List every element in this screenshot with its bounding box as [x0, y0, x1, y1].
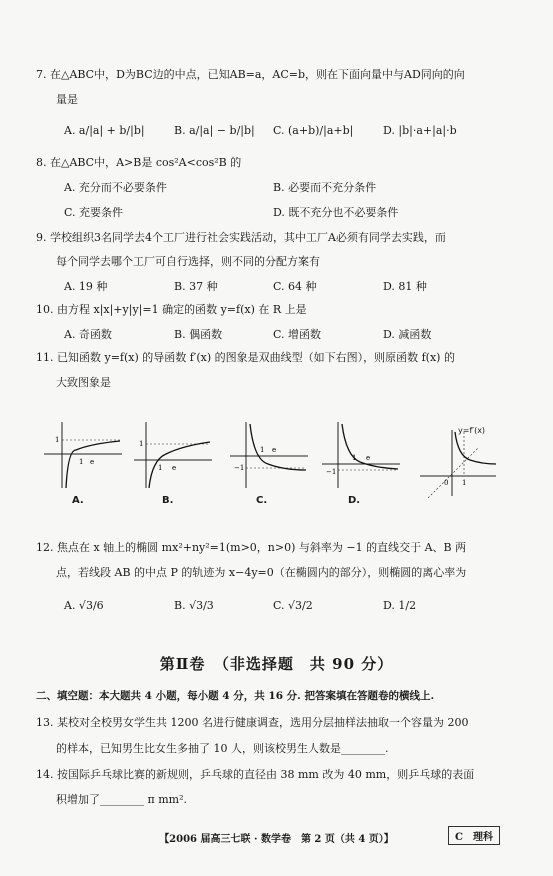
q12-option-d: D. 1/2 [383, 599, 417, 612]
q9-option-d: D. 81 种 [383, 280, 427, 293]
q9-option-a: A. 19 种 [64, 280, 108, 293]
q10-option-d: D. 减函数 [383, 328, 432, 341]
graph-b-label: B. [162, 495, 174, 506]
q14-stem-cont: 积增加了________ π mm². [56, 793, 187, 806]
graph-a-label: A. [72, 495, 84, 506]
q12-option-a: A. √3/6 [64, 599, 104, 612]
q7-option-d: D. |b|·a+|a|·b [383, 124, 457, 137]
q7-stem: 7. 在△ABC中，D为BC边的中点，已知AB=a，AC=b，则在下面向量中与AD同向的向 [36, 68, 465, 81]
q8-option-d: D. 既不充分也不必要条件 [273, 206, 399, 219]
graph-d-label: D. [348, 495, 361, 506]
q13-stem-cont: 的样本，已知男生比女生多抽了 10 人，则该校男生人数是________. [56, 742, 389, 755]
q13-stem: 13. 某校对全校男女学生共 1200 名进行健康调查，选用分层抽样法抽取一个容量为 200 [36, 716, 469, 729]
svg-text:1: 1 [158, 464, 163, 472]
svg-text:1: 1 [139, 440, 144, 448]
fill-blank-instructions: 二、填空题：本大题共 4 小题，每小题 4 分，共 16 分. 把答案填在答题卷的横线上. [36, 690, 435, 702]
q8-option-a: A. 充分而不必要条件 [64, 181, 167, 194]
q14-stem: 14. 按国际乒乓球比赛的新规则，乒乓球的直径由 38 mm 改为 40 mm，则乒乓球的表面 [36, 768, 475, 781]
ref-graph-label: y=f′(x) [458, 426, 486, 435]
q7-option-a: A. a/|a| + b/|b| [64, 124, 145, 137]
svg-text:−1: −1 [326, 468, 337, 476]
q7-stem-cont: 量是 [56, 93, 78, 106]
svg-text:e: e [272, 446, 277, 454]
q12-option-c: C. √3/2 [273, 599, 313, 612]
graph-ref-derivative [418, 428, 498, 498]
q9-stem: 9. 学校组织3名同学去4个工厂进行社会实践活动，其中工厂A必须有同学去实践，而 [36, 231, 446, 244]
q11-stem-cont: 大致图象是 [56, 376, 111, 389]
graph-c [228, 420, 310, 490]
graph-d [320, 420, 402, 490]
q7-option-b: B. a/|a| − b/|b| [174, 124, 255, 137]
section-ii-title: 第Ⅱ卷 （非选择题 共 90 分） [159, 655, 394, 673]
q12-stem-cont: 点，若线段 AB 的中点 P 的轨迹为 x−4y=0（在椭圆内的部分），则椭圆的离心率为 [56, 566, 467, 579]
q9-option-b: B. 37 种 [174, 280, 218, 293]
graph-a [42, 420, 124, 490]
svg-text:1: 1 [260, 446, 265, 454]
q12-stem: 12. 焦点在 x 轴上的椭圆 mx²+ny²=1(m>0，n>0) 与斜率为 −1 的直线交于 A、B 两 [36, 541, 467, 554]
q9-stem-cont: 每个同学去哪个工厂可自行选择，则不同的分配方案有 [56, 255, 320, 268]
paper-tag: C 理科 [448, 826, 500, 845]
svg-text:0: 0 [444, 479, 449, 487]
page-footer: 【2006 届高三七联 · 数学卷 第 2 页（共 4 页）】 [159, 834, 394, 845]
svg-text:−1: −1 [234, 464, 245, 472]
svg-text:e: e [90, 458, 95, 466]
graph-b [132, 420, 214, 490]
q10-option-a: A. 奇函数 [64, 328, 112, 341]
svg-text:1: 1 [55, 436, 60, 444]
graph-c-label: C. [256, 495, 268, 506]
svg-text:e: e [172, 464, 177, 472]
q10-stem: 10. 由方程 x|x|+y|y|=1 确定的函数 y=f(x) 在 R 上是 [36, 303, 307, 316]
svg-text:1: 1 [352, 454, 357, 462]
q11-stem: 11. 已知函数 y=f(x) 的导函数 f′(x) 的图象是双曲线型（如下右图），则原函数 f(x) 的 [36, 351, 455, 364]
q10-option-c: C. 增函数 [273, 328, 322, 341]
q10-option-b: B. 偶函数 [174, 328, 223, 341]
q12-option-b: B. √3/3 [174, 599, 214, 612]
q7-option-c: C. (a+b)/|a+b| [273, 124, 354, 137]
q8-option-c: C. 充要条件 [64, 206, 124, 219]
svg-text:e: e [366, 454, 371, 462]
q8-option-b: B. 必要而不充分条件 [273, 181, 377, 194]
svg-text:1: 1 [462, 479, 467, 487]
q9-option-c: C. 64 种 [273, 280, 317, 293]
svg-text:1: 1 [79, 458, 84, 466]
q8-stem: 8. 在△ABC中，A>B是 cos²A<cos²B 的 [36, 156, 242, 169]
